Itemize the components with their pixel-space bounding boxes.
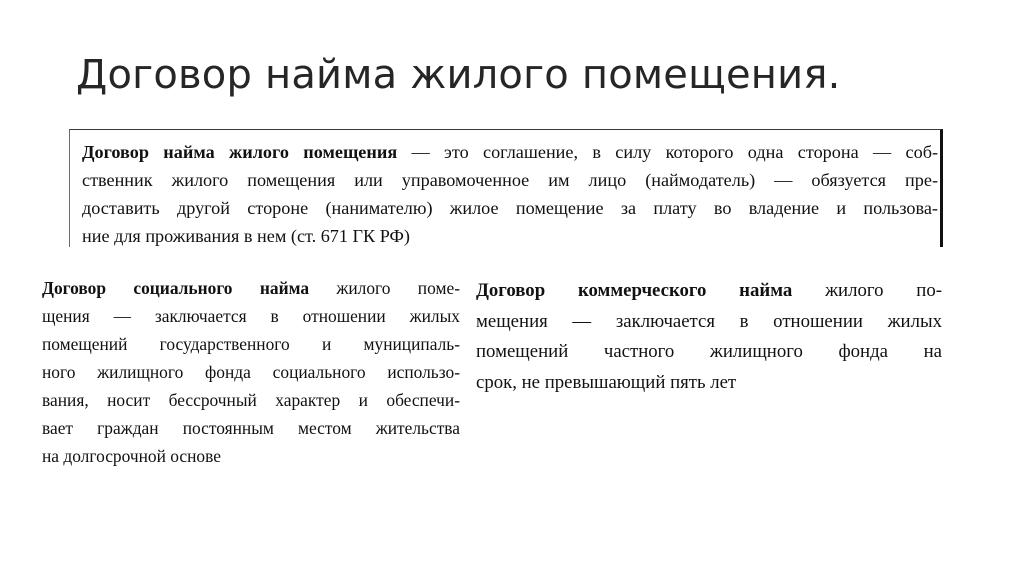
definition-line: доставить другой стороне (нанимателю) жилое помещение за плату во владение и пользова- xyxy=(82,198,938,218)
commercial-line xyxy=(476,276,942,307)
social-line: на долгосрочной основе xyxy=(42,446,221,466)
social-line: вания, носит бессрочный характер и обеспечи- xyxy=(42,390,460,410)
social-line: помещений государственного и муниципаль- xyxy=(42,334,460,354)
definition-text xyxy=(82,138,938,250)
commercial-line-text: жилого по- xyxy=(792,280,942,301)
social-line-text: жилого поме- xyxy=(309,278,460,298)
social-line: ного жилищного фонда социального использо- xyxy=(42,362,460,382)
social-line xyxy=(42,274,460,302)
commercial-line: мещения — заключается в отношении жилых xyxy=(476,310,942,332)
social-line: щения — заключается в отношении жилых xyxy=(42,306,460,326)
social-line: вает граждан постоянным местом жительства xyxy=(42,418,460,438)
definition-line xyxy=(82,138,938,166)
definition-line: ние для проживания в нем (ст. 671 ГК РФ) xyxy=(82,226,410,246)
social-lease-term: Договор социального найма xyxy=(42,278,310,298)
definition-line: ственник жилого помещения или управомоченное им лицо (наймодатель) — обязуется пре- xyxy=(82,170,938,190)
definition-line-text: — это соглашение, в силу которого одна сторона — соб- xyxy=(397,142,938,162)
commercial-line: помещений частного жилищного фонда на xyxy=(476,341,942,362)
commercial-lease-term: Договор коммерческого найма xyxy=(476,280,793,301)
commercial-line: срок, не превышающий пять лет xyxy=(476,371,737,393)
definition-box xyxy=(69,129,943,247)
social-lease-paragraph xyxy=(42,274,460,470)
page-title: Договор найма жилого помещения. xyxy=(76,52,841,98)
definition-term: Договор найма жилого помещения xyxy=(82,142,398,162)
commercial-lease-paragraph xyxy=(476,276,942,398)
